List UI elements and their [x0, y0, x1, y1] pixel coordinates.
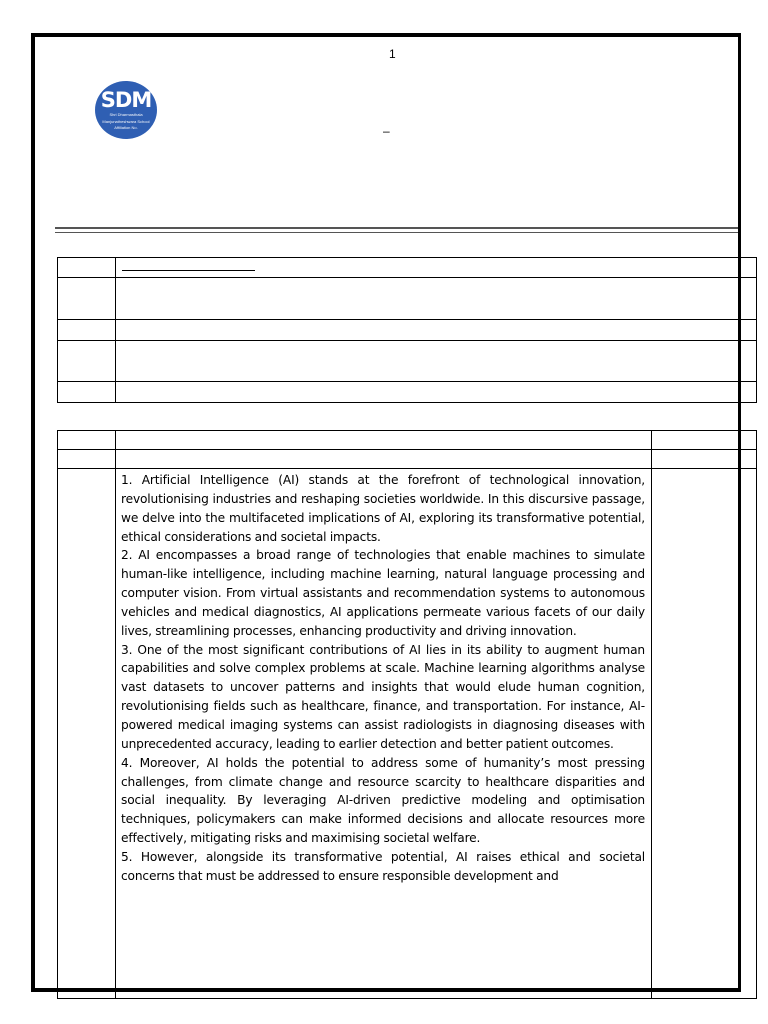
- q-cell: [58, 450, 116, 469]
- paragraph-3: 3. One of the most significant contributions of AI lies in its ability to augment human capabilities and solve complex problems at scale. Machine learning algorithms analyse vast datasets to uncover patterns and insights that would elude human cognition, revolutionising fields such as healthcare, finance, and transportation. For instance, AI-powered medical imaging systems can assist radiologists in diagnosing diseases with unprecedented accuracy, leading to earlier detection and better patient outcomes.: [121, 642, 645, 751]
- q-cell: [116, 431, 652, 450]
- info-row: [58, 382, 757, 403]
- header-rule-thick: [55, 227, 738, 229]
- header-dash: –: [383, 124, 390, 138]
- q-cell: [652, 450, 757, 469]
- info-cell: [116, 320, 757, 341]
- paragraph-2: 2. AI encompasses a broad range of technologies that enable machines to simulate human-like intelligence, including machine learning, natural language processing and computer vision. From virtual assistants and recommendation systems to autonomous vehicles and medical diagnostics, AI applications permeate various facets of our daily lives, streamlining processes, enhancing productivity and driving innovation.: [121, 548, 645, 638]
- q-cell: [58, 431, 116, 450]
- paragraph-5: 5. However, alongside its transformative potential, AI raises ethical and societal concerns that must be addressed to ensure responsible development and: [121, 849, 645, 883]
- q-cell: [652, 469, 757, 999]
- question-table: [57, 430, 757, 999]
- header-rule-thin: [55, 232, 738, 233]
- logo-line-1: Shri Dharmasthala: [109, 112, 143, 117]
- school-logo: [95, 81, 157, 139]
- q-cell: [58, 469, 116, 999]
- q-cell: [116, 450, 652, 469]
- info-cell: [58, 278, 116, 320]
- info-cell: [58, 382, 116, 403]
- student-info-table: [57, 257, 757, 403]
- q-cell: [652, 431, 757, 450]
- question-row: [58, 431, 757, 450]
- info-cell: [116, 278, 757, 320]
- info-row: [58, 278, 757, 320]
- blank-line: [122, 270, 255, 271]
- info-cell: [58, 258, 116, 278]
- info-cell: [116, 382, 757, 403]
- info-row: [58, 341, 757, 382]
- logo-line-2: Manjunatheshwara School: [102, 118, 150, 124]
- info-cell: [58, 320, 116, 341]
- passage-cell: [116, 469, 652, 999]
- logo-line-3: Affiliation No.: [114, 125, 138, 130]
- info-cell: [116, 341, 757, 382]
- page-number: 1: [389, 47, 396, 61]
- paragraph-4: 4. Moreover, AI holds the potential to address some of humanity’s most pressing challenges, from climate change and resource scarcity to healthcare disparities and social inequality. By leveraging AI-driven predictive modeling and optimisation techniques, policymakers can make informed decisions and allocate resources more effectively, mitigating risks and maximising societal welfare.: [121, 755, 645, 846]
- logo-mark: SDM: [100, 88, 152, 112]
- question-row: [58, 450, 757, 469]
- info-cell: [58, 341, 116, 382]
- info-cell: [116, 258, 757, 278]
- passage-row: [58, 469, 757, 999]
- info-row: [58, 320, 757, 341]
- paragraph-1: 1. Artificial Intelligence (AI) stands at the forefront of technological innovation, revolutionising industries and reshaping societies worldwide. In this discursive passage, we delve into the multifaceted implications of AI, exploring its transformative potential, ethical considerations and societal impacts.: [121, 473, 645, 544]
- info-row: [58, 258, 757, 278]
- passage-text: [116, 469, 651, 886]
